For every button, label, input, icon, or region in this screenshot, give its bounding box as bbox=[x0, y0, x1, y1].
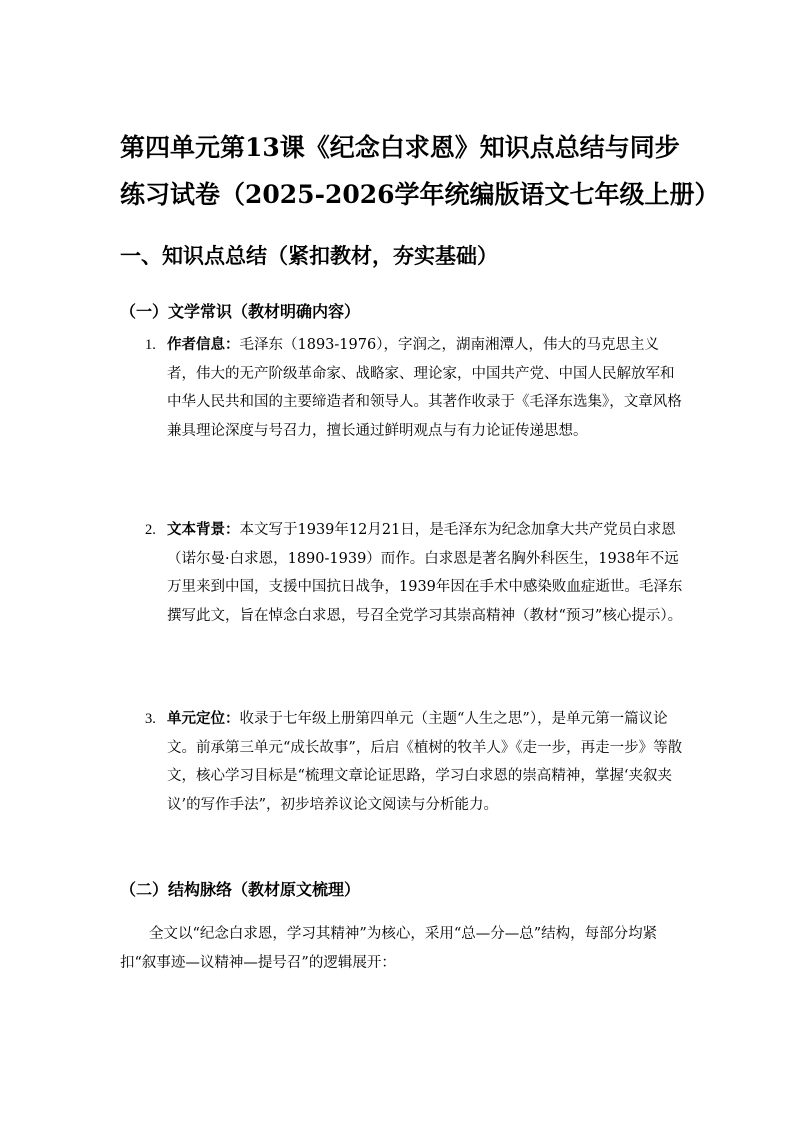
list-item-text-background bbox=[145, 516, 685, 630]
list-item-author-info bbox=[145, 331, 685, 445]
list-item-body bbox=[167, 705, 685, 819]
title-line-2: 练习试卷（2025-2026学年统编版语文七年级上册） bbox=[120, 180, 720, 209]
subsection-heading-structure: （二）结构脉络（教材原文梳理） bbox=[120, 880, 361, 899]
list-item-body bbox=[167, 331, 685, 445]
list-item-number: 1. bbox=[145, 337, 156, 353]
document-title bbox=[120, 124, 720, 218]
structure-paragraph: 全文以“纪念白求恩，学习其精神”为核心，采用“总—分—总”结构，每部分均紧扣“叙事迹—议精神—提号召”的逻辑展开： bbox=[120, 926, 658, 971]
list-item-label: 单元定位： bbox=[167, 710, 240, 727]
list-item-unit-position bbox=[145, 705, 685, 819]
list-item-label: 作者信息： bbox=[167, 336, 240, 353]
list-item-label: 文本背景： bbox=[167, 521, 240, 538]
title-line-1: 第四单元第13课《纪念白求恩》知识点总结与同步 bbox=[120, 133, 680, 162]
list-item-text: 收录于七年级上册第四单元（主题“人生之思”），是单元第一篇议论文。前承第三单元“成长故事”，后启《植树的牧羊人》《走一步，再走一步》等散文，核心学习目标是“梳理文章论证思路，学习白求恩的崇高精神，掌握‘夹叙夹议’的写作手法”，初步培养议论文阅读与分析能力。 bbox=[167, 711, 683, 813]
list-item-text: 本文写于1939年12月21日，是毛泽东为纪念加拿大共产党员白求恩（诺尔曼·白求恩，1890-1939）而作。白求恩是著名胸外科医生，1938年不远万里来到中国，支援中国抗日战争，1939年因在手术中感染败血症逝世。毛泽东撰写此文，旨在悼念白求恩，号召全党学习其崇高精神（教材“预习”核心提示）。 bbox=[167, 522, 683, 624]
list-item-number: 3. bbox=[145, 711, 156, 727]
list-item-text: 毛泽东（1893-1976），字润之，湖南湘潭人，伟大的马克思主义者，伟大的无产阶级革命家、战略家、理论家，中国共产党、中国人民解放军和中华人民共和国的主要缔造者和领导人。其著作收录于《毛泽东选集》，文章风格兼具理论深度与号召力，擅长通过鲜明观点与有力论证传递思想。 bbox=[167, 337, 682, 439]
list-item-body bbox=[167, 516, 685, 630]
subsection-heading-literary-knowledge: （一）文学常识（教材明确内容） bbox=[120, 302, 361, 321]
list-item-number: 2. bbox=[145, 522, 156, 538]
section-heading-knowledge-summary: 一、知识点总结（紧扣教材，夯实基础） bbox=[120, 243, 498, 268]
